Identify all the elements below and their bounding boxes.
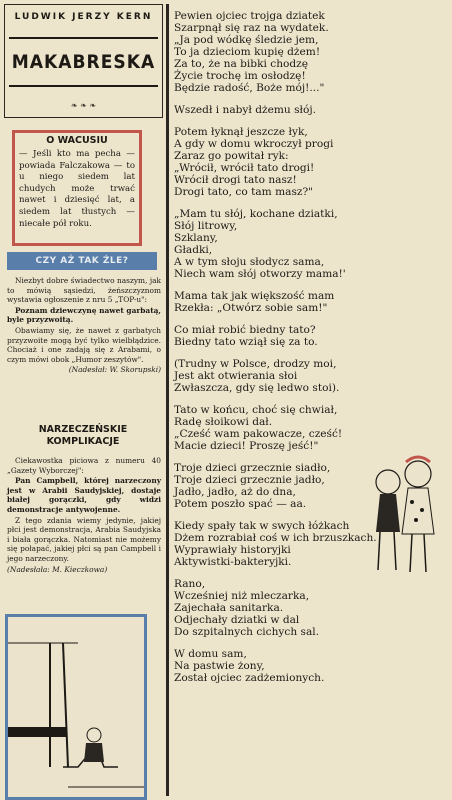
poem-stanza: Pewien ojciec trojga dziatek Szarpnął się raz na wydatek. „Ja pod wódkę śledzie jem, To ja dzieciom kupię dżem! Za to, że na bibki chodzę Życie trochę im osłodzę! Będzie radość, Boże mój!..."	[174, 10, 329, 94]
section1-paragraph: Niezbyt dobre świadectwo naszym, jak to mówią sąsiedzi, żeńszczyznom wystawia ogłoszenie z nru 5 „TOP-u":	[7, 276, 161, 305]
section2-paragraph: Ciekawostka piciowa z numeru 40 „Gazety Wyborczej":	[7, 456, 161, 475]
tree-cartoon	[5, 614, 147, 800]
poem-stanza: Co miał robić biedny tato? Biedny tato wziął się za to.	[174, 324, 318, 348]
couple-illustration	[360, 452, 450, 582]
poem-stanza: Mama tak jak większość mam Rzekła: „Otwórz sobie sam!"	[174, 290, 335, 314]
wacus-text: — Jeśli kto ma pecha — powiada Falczakowa — to u niego siedem lat chudych może trwać nawet i dziesięć lat, a siedem lat tłustych — niecałe pół roku.	[19, 149, 135, 229]
section2-paragraph: Pan Campbell, której narzeczony jest w Arabii Saudyjskiej, dostaje białej gorączki, gdy widzi demonstracje antywojenne.	[7, 476, 161, 514]
poem-stanza: Tato w końcu, choć się chwiał, Radę słoikowi dał. „Cześć wam pakowacze, cześć! Macie dzieci! Proszę jeść!"	[174, 404, 343, 452]
section1-body	[7, 276, 161, 376]
section2-heading	[7, 424, 159, 448]
author-name: LUDWIK JERZY KERN	[14, 12, 153, 22]
poem-stanza: Kiedy spały tak w swych łóżkach Dżem rozrabiał coś w ich brzuszkach. Wyprawiały historyjki Aktywistki-bakteryjki.	[174, 520, 377, 568]
section1-signature: (Nadesłał: W. Skorupski)	[68, 365, 161, 375]
section2-heading-line2: KOMPLIKACJE	[46, 436, 120, 447]
column-divider	[166, 4, 169, 796]
column-title: MAKABRESKA	[9, 37, 158, 87]
section2-signature: (Nadesłała: M. Kieczkowa)	[7, 564, 108, 574]
poem-stanza: W domu sam, Na pastwie żony, Został ojciec zadżemionych.	[174, 648, 325, 684]
section2-body	[7, 456, 161, 575]
wacus-title: O WACUSIU	[46, 135, 108, 146]
section2-heading-line1: NARZECZEŃSKIE	[38, 424, 128, 435]
section2-paragraph: Z tego zdania wiemy jedynie, jakiej płci jest demonstracja, Arabia Saudyjska i biała gorączka. Natomiast nie możemy się połapać, jakiej płci są pan Campbell i jego narzeczony.	[7, 515, 161, 563]
wacus-box	[12, 130, 142, 246]
poem-stanza: Wszedł i nabył dżemu słój.	[174, 104, 316, 116]
poem-stanza: (Trudny w Polsce, drodzy moi, Jest akt otwierania słoi Zwłaszcza, gdy się ledwo stoi).	[174, 358, 340, 394]
poem-stanza: Rano, Wcześniej niż mleczarka, Zajechała sanitarka. Odjechały dziatki w dal Do szpitalnych cichych sal.	[174, 578, 320, 638]
title-box	[4, 4, 163, 118]
poem-stanza: Troje dzieci grzecznie siadło, Troje dzieci grzecznie jadło, Jadło, jadło, aż do dna, Potem poszło spać — aa.	[174, 462, 331, 510]
poem-stanza: „Mam tu słój, kochane dziatki, Słój litrowy, Szklany, Gładki, A w tym słoju słodycz sama, Niech wam słój otworzy mama!'	[174, 208, 346, 280]
poem-stanza: Potem łyknął jeszcze łyk, A gdy w domu wkroczył progi Zaraz go powitał ryk: „Wrócił, wrócił tato drogi! Wrócił drogi tato nasz! Drogi tato, co tam masz?"	[174, 126, 334, 198]
section1-paragraph: Obawiamy się, że nawet z garbatych przyzwoite mogą być tylko wielbłądzice. Chociaż i one zadają się z Arabami, o czym mówi obok „Humor zeszytów".	[7, 325, 161, 364]
section1-heading: CZY AŻ TAK ŹLE?	[7, 252, 157, 270]
left-column	[3, 4, 163, 796]
section1-paragraph: Poznam dziewczynę nawet garbatą, byle przyzwoitą.	[7, 305, 161, 325]
ornament: ❧ ❧ ❧	[70, 101, 97, 110]
poem	[174, 10, 448, 694]
